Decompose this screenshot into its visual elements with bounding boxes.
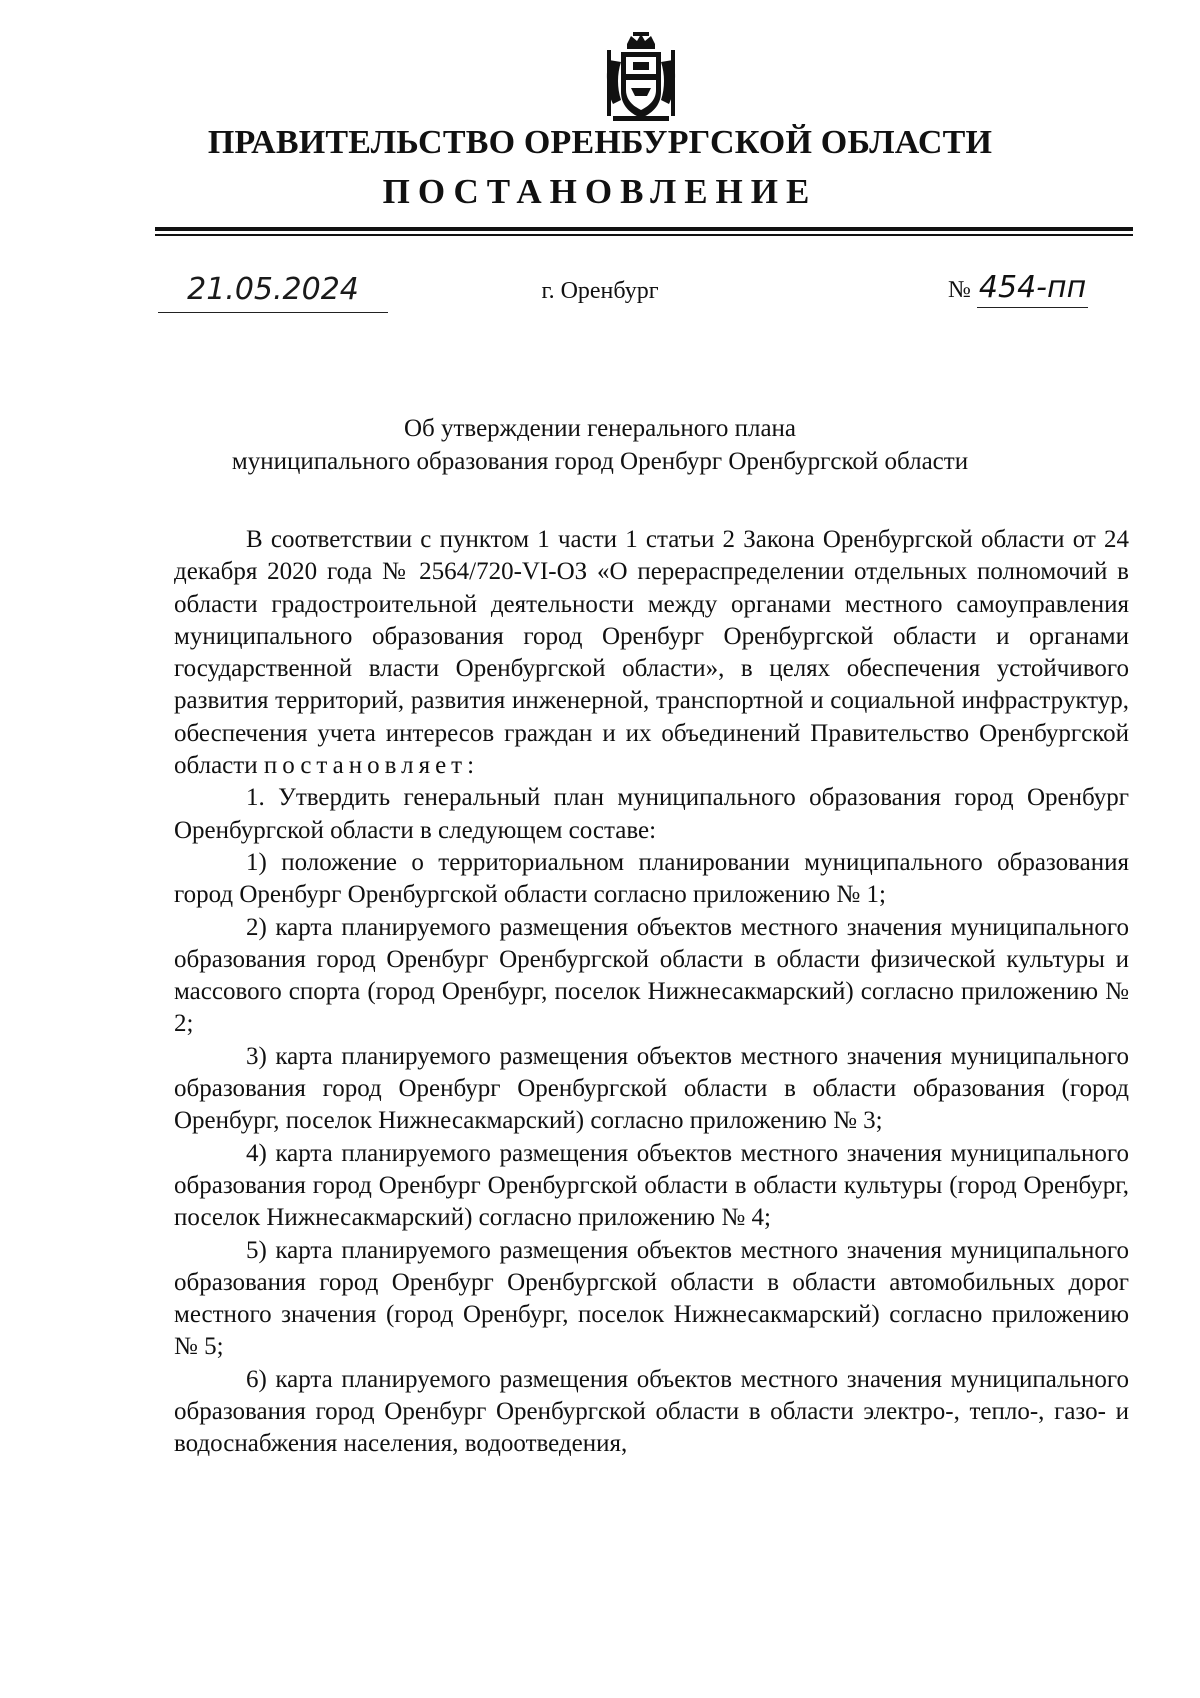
subitem-4: 4) карта планируемого размещения объектов местного значения муниципального образования город Оренбург Оренбургской области в области культуры (город Оренбург, поселок Нижнесакмарский) согласно приложению № 4; [174, 1139, 1129, 1232]
number-sign: № [948, 277, 971, 303]
subject-line-1: Об утверждении генерального плана [403, 415, 797, 442]
subitem-2: 2) карта планируемого размещения объектов местного значения муниципального образования город Оренбург Оренбургской области в области физической культуры и массового спорта (город Оренбург, поселок Нижнесакмарский) согласно приложению № 2; [174, 913, 1129, 1038]
document-city: г. Оренбург [541, 278, 659, 304]
coat-of-arms-icon [603, 30, 679, 124]
subitem-1: 1) положение о территориальном планировании муниципального образования город Оренбург Оренбургской области согласно приложению № 1; [174, 848, 1129, 909]
item-1-paragraph: 1. Утвердить генеральный план муниципального образования город Оренбург Оренбургской области в следующем составе: [174, 784, 1129, 844]
document-date: 21.05.2024 [158, 268, 388, 313]
preamble-paragraph [174, 524, 1129, 782]
number-value: 454-пп [977, 269, 1088, 308]
decree-word: постановляет: [263, 752, 480, 780]
document-number [948, 268, 1128, 312]
subject-line-2: муниципального образования город Оренбург Оренбургской области [231, 448, 969, 475]
header-rule-thin [155, 234, 1133, 236]
government-title: ПРАВИТЕЛЬСТВО ОРЕНБУРГСКОЙ ОБЛАСТИ [207, 124, 993, 161]
header-rule-thick [155, 227, 1133, 231]
preamble-text: В соответствии с пунктом 1 части 1 статьи 2 Закона Оренбургской области от 24 декабря 2020 года № 2564/720-VI-ОЗ «О перераспределении отдельных полномочий в области градостроительной деятельности между органами местного самоуправления муниципального образования город Оренбург Оренбургской области и органами государственной власти Оренбургской области», в целях обеспечения устойчивого развития территорий, развития инженерной, транспортной и социальной инфраструктур, обеспечения учета интересов граждан и их объединений Правительство Оренбургской области [174, 526, 1129, 780]
subitem-6: 6) карта планируемого размещения объектов местного значения муниципального образования город Оренбург Оренбургской области в области электро-, тепло-, газо- и водоснабжения населения, водоотведения, [174, 1365, 1129, 1458]
subitem-5: 5) карта планируемого размещения объектов местного значения муниципального образования город Оренбург Оренбургской области в области автомобильных дорог местного значения (город Оренбург, поселок Нижнесакмарский) согласно приложению № 5; [174, 1236, 1129, 1361]
document-type: ПОСТАНОВЛЕНИЕ [382, 172, 818, 211]
document-body [174, 524, 1129, 1461]
document-subject [0, 412, 1200, 478]
subitem-3: 3) карта планируемого размещения объектов местного значения муниципального образования город Оренбург Оренбургской области в области образования (город Оренбург, поселок Нижнесакмарский) согласно приложению № 3; [174, 1042, 1129, 1135]
